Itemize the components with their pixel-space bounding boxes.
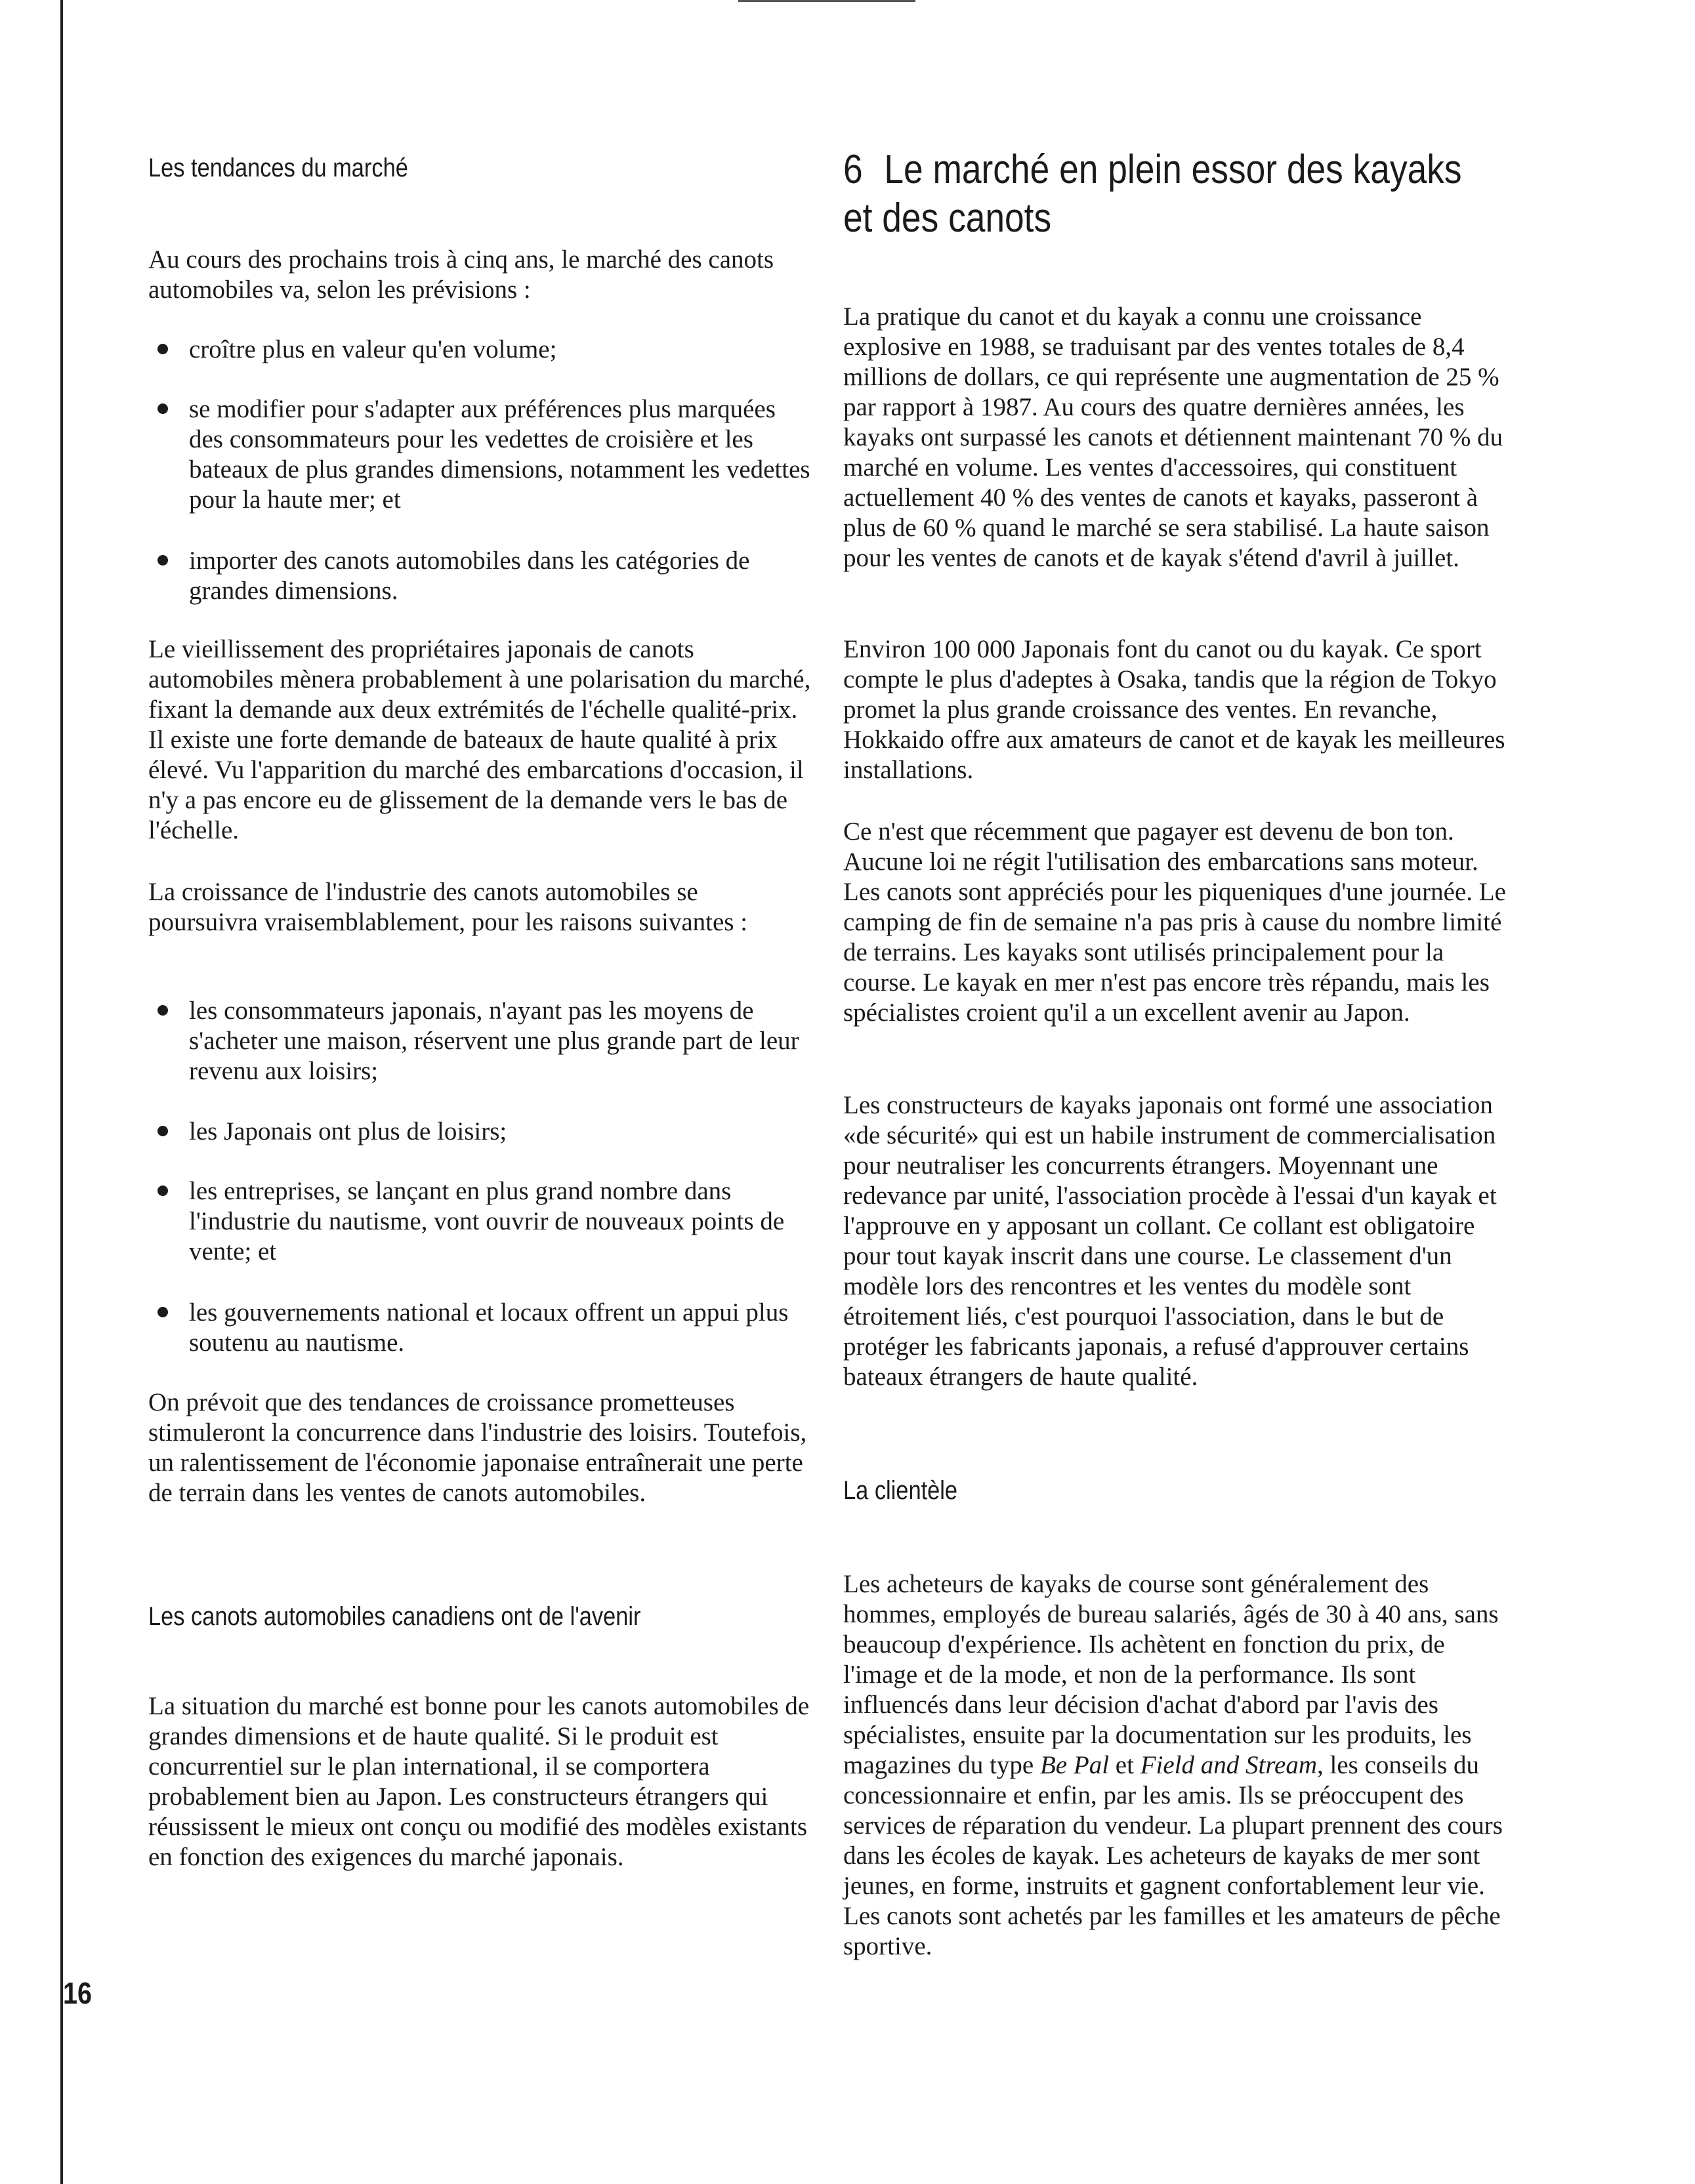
market-trends-heading: Les tendances du marché [148,154,408,182]
clientele-text-part1: Les acheteurs de kayaks de course sont généralement des hommes, employés de bureau salariés, âgés de 30 à 40 ans, sans beaucoup d'expérience. Ils achètent en fonction du prix, de l'image et de la mode, et non de la performance. Ils sont influencés dans leur décision d'achat d'abord par l'avis des spécialistes, ensuite par la documentation sur les produits, les magazines du type [843,1570,1499,1779]
bullet-icon [157,555,168,566]
canadian-boats-heading-block [148,1601,811,1632]
clientele-heading-block [843,1475,1509,1506]
magazine-title: Field and Stream [1140,1751,1318,1779]
list-item-text: les entreprises, se lançant en plus grand nombre dans l'industrie du nautisme, vont ouvrir de nouveaux points de vente; et [189,1177,785,1266]
bullet-icon [157,1307,168,1317]
clientele-heading: La clientèle [843,1476,958,1505]
association-paragraph-block [843,1090,1509,1392]
regions-paragraph-block [843,634,1509,785]
canadian-boats-paragraph-block [148,1691,811,1872]
association-paragraph: Les constructeurs de kayaks japonais ont formé une association «de sécurité» qui est un habile instrument de commercialisation pour neutraliser les concurrents étrangers. Moyennant une redevance par unité, l'association procède à l'essai d'un kayak et l'approuve en y apposant un collant. Ce collant est obligatoire pour tout kayak inscrit dans une course. Le classement d'un modèle lors des rencontres et les ventes du modèle sont étroitement liés, c'est pourquoi l'association, dans le but de protéger les fabricants japonais, a refusé d'approuver certains bateaux étrangers de haute qualité. [843,1091,1497,1391]
outlook-paragraph-block [148,1388,811,1508]
bullet-icon [157,403,168,414]
list-item-text: les Japonais ont plus de loisirs; [189,1117,507,1145]
bullet-icon [157,1005,168,1016]
kayak-growth-paragraph: La pratique du canot et du kayak a connu une croissance explosive en 1988, se traduisant par des ventes totales de 8,4 millions de dollars, ce qui représente une augmentation de 25 % par rapport à 1987. Au cours des quatre dernières années, les kayaks ont surpassé les canots et détiennent maintenant 70 % du marché en volume. Les ventes d'accessoires, qui constituent actuellement 40 % des ventes de canots et kayaks, passeront à plus de 60 % quand le marché se sera stabilisé. La haute saison pour les ventes de canots et de kayak s'étend d'avril à juillet. [843,302,1503,572]
bullet-icon [157,1185,168,1196]
market-trends-intro: Au cours des prochains trois à cinq ans, le marché des canots automobiles va, selon les prévisions : [148,245,774,304]
chapter-number: 6 [843,147,863,192]
bullet-icon [157,1126,168,1136]
list-item-text: croître plus en valeur qu'en volume; [189,335,557,363]
list-item [148,394,811,515]
canadian-boats-paragraph: La situation du marché est bonne pour les canots automobiles de grandes dimensions et de haute qualité. Si le produit est concurrentiel sur le plan international, il se comportera probablement bien au Japon. Les constructeurs étrangers qui réussissent le mieux ont conçu ou modifié des modèles existants en fonction des exigences du marché japonais. [148,1692,810,1871]
regions-paragraph: Environ 100 000 Japonais font du canot ou du kayak. Ce sport compte le plus d'adeptes à Osaka, tandis que la région de Tokyo promet la plus grande croissance des ventes. En revanche, Hokkaido offre aux amateurs de canot et de kayak les meilleures installations. [843,635,1505,784]
bullet-icon [157,344,168,354]
kayak-growth-paragraph-block [843,302,1509,573]
magazine-title: Be Pal [1039,1751,1110,1779]
chapter-title-block [843,146,1509,243]
conjunction: et [1115,1751,1134,1779]
page-number: 16 [63,1976,93,2010]
list-item [148,546,811,606]
clientele-paragraph-block [843,1569,1509,1962]
growth-paragraph: La croissance de l'industrie des canots automobiles se poursuivra vraisemblablement, pour les raisons suivantes : [148,878,748,936]
trend-paragraph-block [843,817,1509,1028]
clientele-text-part2: , les conseils du concessionnaire et enfin, par les amis. Ils se préoccupent des services de réparation du vendeur. La plupart prennent des cours dans les écoles de kayak. Les acheteurs de kayaks de mer sont jeunes, en forme, instruits et gagnent confortablement leur vie. Les canots sont achetés par les familles et les amateurs de pêche sportive. [843,1751,1503,1960]
list-item [148,996,811,1086]
market-trends-intro-block [148,245,811,305]
growth-paragraph-block [148,877,811,937]
page-edge-rule [60,0,63,2184]
list-item [148,1117,811,1147]
market-trends-heading-block [148,152,811,184]
list-item-text: les gouvernements national et locaux offrent un appui plus soutenu au nautisme. [189,1298,789,1357]
aging-paragraph: Le vieillissement des propriétaires japonais de canots automobiles mènera probablement à une polarisation du marché, fixant la demande aux deux extrémités de l'échelle qualité-prix. Il existe une forte demande de bateaux de haute qualité à prix élevé. Vu l'apparition du marché des embarcations d'occasion, il n'y a pas encore eu de glissement de la demande vers le bas de l'échelle. [148,635,811,844]
chapter-title-text: Le marché en plein essor des kayaks et des canots [843,147,1462,241]
chapter-title [843,146,1492,243]
list-item [148,1298,811,1358]
trend-paragraph: Ce n'est que récemment que pagayer est devenu de bon ton. Aucune loi ne régit l'utilisation des embarcations sans moteur. Les canots sont appréciés pour les piqueniques d'une journée. Le camping de fin de semaine n'a pas pris à cause du nombre limité de terrains. Les kayaks sont utilisés principalement pour la course. Le kayak en mer n'est pas encore très répandu, mais les spécialistes croient qu'il a un excellent avenir au Japon. [843,817,1506,1027]
list-item-text: se modifier pour s'adapter aux préférences plus marquées des consommateurs pour les vedettes de croisière et les bateaux de plus grandes dimensions, notamment les vedettes pour la haute mer; et [189,395,810,514]
list-item-text: importer des canots automobiles dans les catégories de grandes dimensions. [189,546,750,605]
clientele-paragraph [843,1569,1509,1962]
canadian-boats-heading: Les canots automobiles canadiens ont de l'avenir [148,1602,641,1631]
list-item-text: les consommateurs japonais, n'ayant pas les moyens de s'acheter une maison, réservent une plus grande part de leur revenu aux loisirs; [189,997,799,1085]
top-rule [738,0,915,2]
list-item [148,1176,811,1267]
outlook-paragraph: On prévoit que des tendances de croissance prometteuses stimuleront la concurrence dans l'industrie des loisirs. Toutefois, un ralentissement de l'économie japonaise entraînerait une perte de terrain dans les ventes de canots automobiles. [148,1388,807,1507]
aging-paragraph-block [148,634,811,846]
list-item [148,335,811,365]
